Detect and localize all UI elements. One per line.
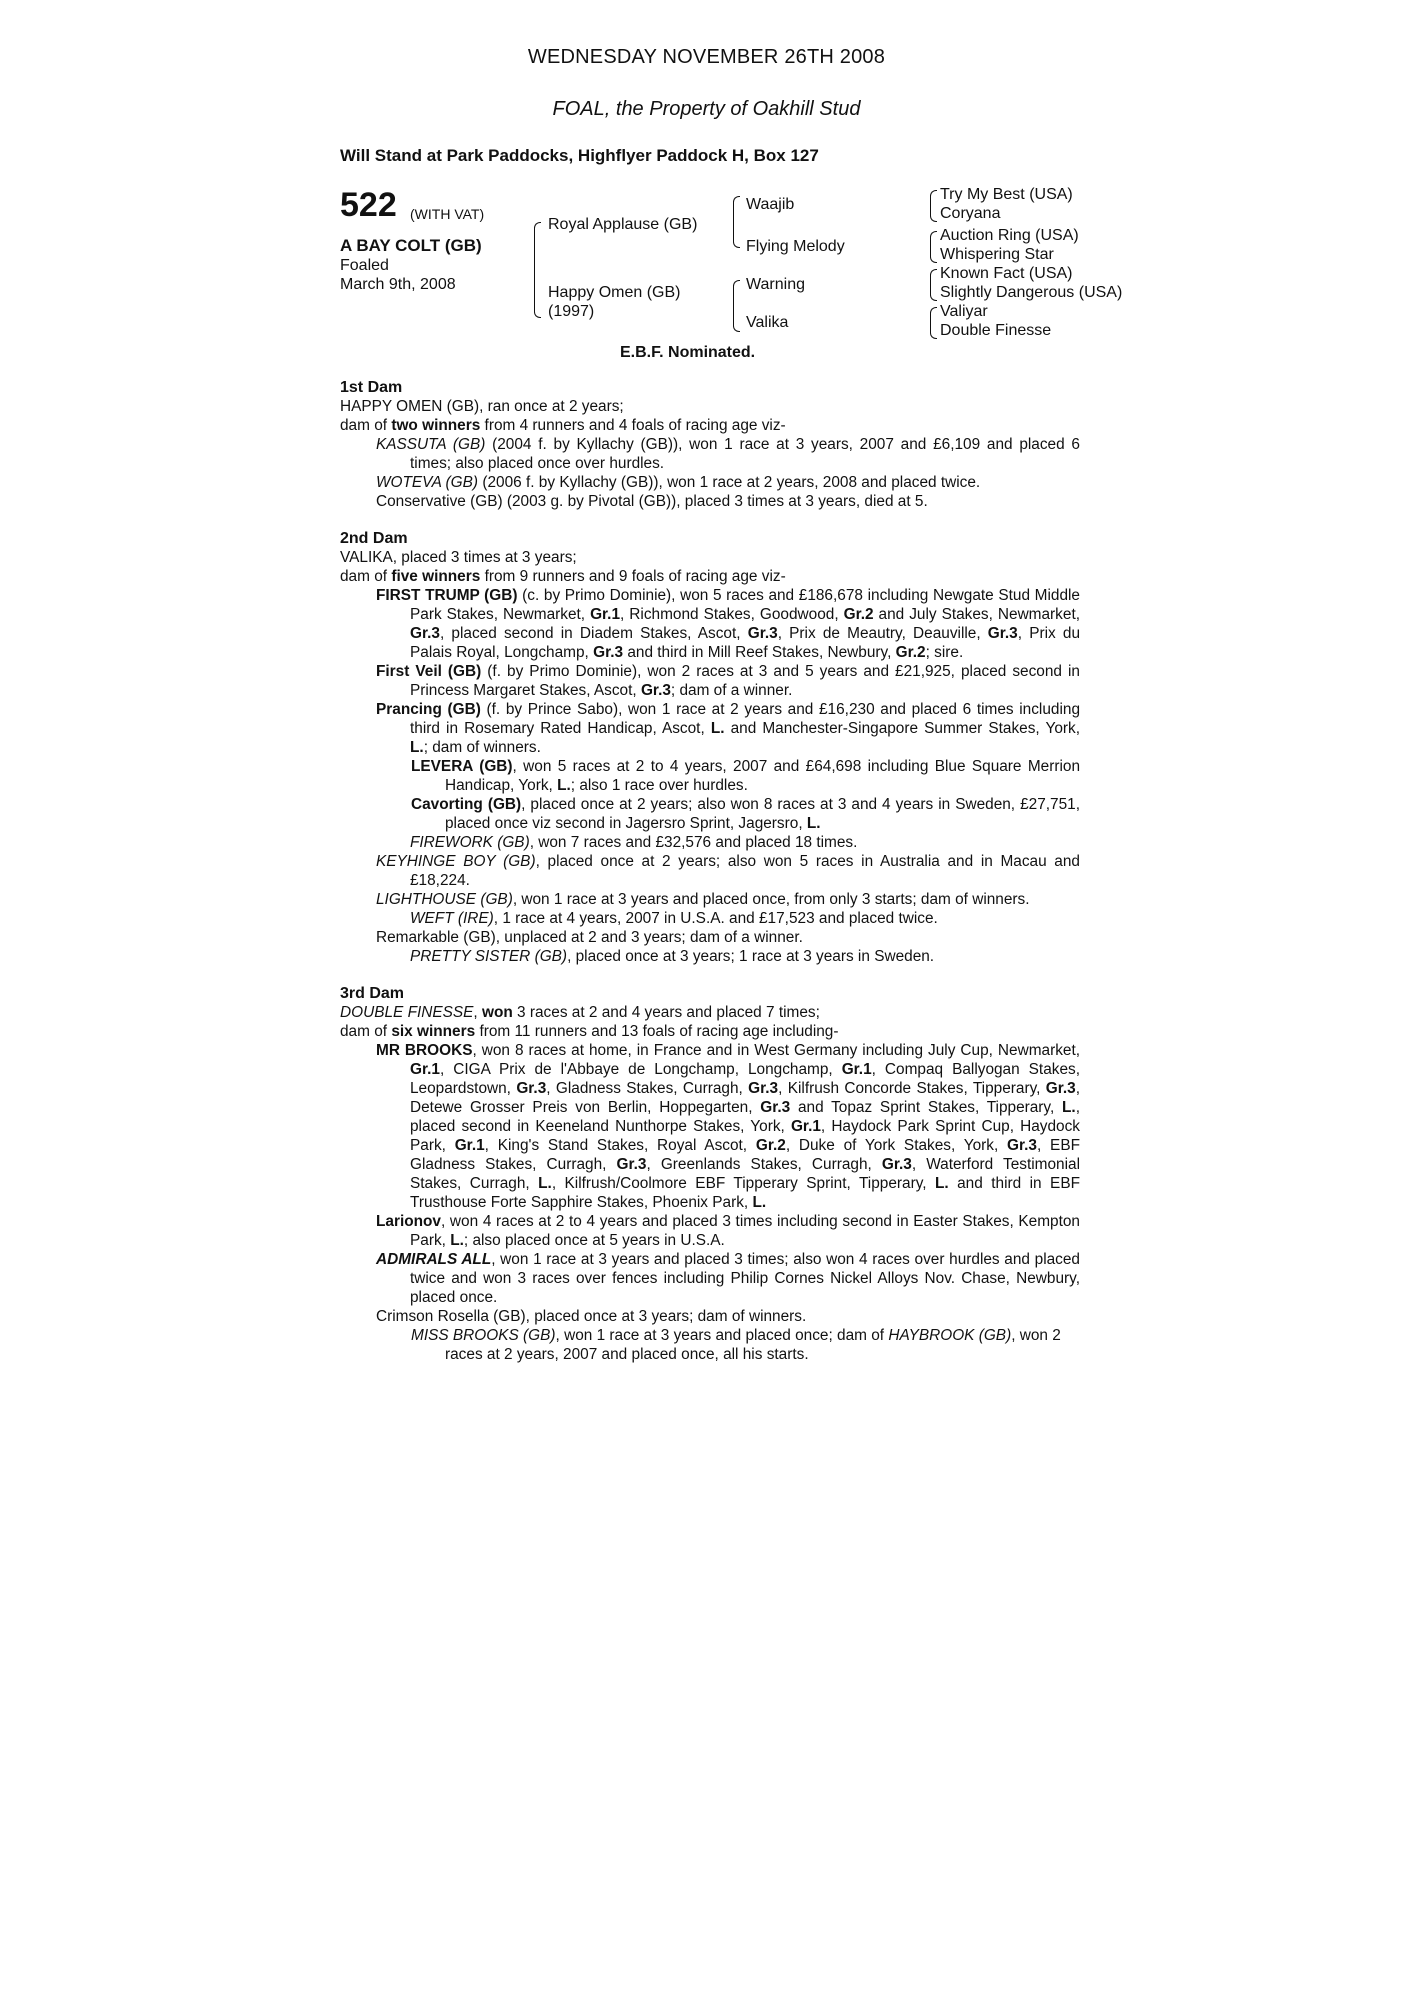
first-dam-title: 1st Dam [340, 379, 403, 396]
horse-name: FIREWORK (GB) [410, 834, 530, 851]
progeny-weft [340, 909, 1080, 928]
gen3-8: Double Finesse [940, 322, 1052, 339]
text: and Topaz Sprint Stakes, Tipperary, [790, 1099, 1063, 1116]
text: from 4 runners and 4 foals of racing age viz- [480, 417, 786, 434]
horse-name: HAYBROOK (GB) [888, 1327, 1012, 1344]
text: (2004 f. by Kyllachy (GB)), won 1 race at 3 years, 2007 and £6,109 and placed 6 times; also placed once over hurdles. [410, 436, 1080, 472]
second-dam-line2 [340, 567, 1080, 586]
grade: Gr.3 [410, 625, 440, 642]
text: , placed once at 2 years; also won 5 races in Australia and in Macau and £18,224. [410, 853, 1080, 889]
dam-records [340, 378, 1080, 1364]
text: , placed second in Keeneland Nunthorpe Stakes, York, [410, 1099, 1080, 1135]
sire-dam: Flying Melody [746, 238, 845, 255]
text: and third in EBF Trusthouse Forte Sapphire Stakes, Phoenix Park, [410, 1175, 1080, 1211]
grade: Gr.3 [747, 625, 778, 642]
pedigree-brace [733, 280, 740, 332]
text: 3 races at 2 and 4 years and placed 7 times; [512, 1004, 820, 1021]
text: and Manchester-Singapore Summer Stakes, York, [724, 720, 1081, 737]
text: , placed second in Diadem Stakes, Ascot, [439, 625, 748, 642]
text: , 1 race at 4 years, 2007 in U.S.A. and £17,523 and placed twice. [493, 910, 938, 927]
horse-name: LEVERA (GB) [411, 758, 513, 775]
pedigree-brace [930, 190, 937, 222]
text: dam of [340, 568, 392, 585]
grade: Gr.1 [841, 1061, 872, 1078]
horse-name: Prancing (GB) [376, 701, 481, 718]
grade: L. [752, 1194, 767, 1211]
grade: Gr.2 [755, 1137, 786, 1154]
text: , placed once at 3 years; 1 race at 3 years in Sweden. [567, 948, 935, 965]
text: (c. by Primo Dominie), won 5 races and £186,678 including Newgate Stud Middle Park Stakes, Newmarket, [410, 587, 1080, 623]
text: , Haydock Park Sprint Cup, Haydock Park, [410, 1118, 1080, 1154]
second-dam-line1: VALIKA, placed 3 times at 3 years; [340, 549, 577, 566]
progeny-firework [340, 833, 1080, 852]
text: , placed once at 2 years; also won 8 races at 3 and 4 years in Sweden, £27,751, placed once viz second in Jagersro Sprint, Jagersro, [445, 796, 1080, 832]
text: , Duke of York Stakes, York, [785, 1137, 1008, 1154]
text: from 9 runners and 9 foals of racing age viz- [480, 568, 786, 585]
progeny-keyhinge-boy [340, 852, 1080, 890]
horse-name: FIRST TRUMP (GB) [376, 587, 518, 604]
grade: L. [806, 815, 821, 832]
horse-name: LIGHTHOUSE (GB) [376, 891, 513, 908]
text: and third in Mill Reef Stakes, Newbury, [623, 644, 896, 661]
text: ; also 1 race over hurdles. [570, 777, 748, 794]
progeny-crimson-rosella: Crimson Rosella (GB), placed once at 3 years; dam of winners. [376, 1308, 807, 1325]
horse-name: PRETTY SISTER (GB) [410, 948, 568, 965]
progeny-kassuta [340, 435, 1080, 473]
text: , Kilfrush Concorde Stakes, Tipperary, [778, 1080, 1046, 1097]
horse-name: ADMIRALS ALL [376, 1251, 492, 1268]
grade: L. [557, 777, 571, 794]
grade: Gr.3 [1007, 1137, 1037, 1154]
vat-note: (WITH VAT) [410, 206, 485, 222]
text: , Waterford Testimonial Stakes, Curragh, [410, 1156, 1081, 1192]
grade: Gr.3 [516, 1080, 547, 1097]
progeny-larionov [340, 1212, 1080, 1250]
horse-name: KASSUTA (GB) [376, 436, 486, 453]
horse-name: MISS BROOKS (GB) [411, 1327, 556, 1344]
third-dam-line2 [340, 1022, 1080, 1041]
text: , Compaq Ballyogan Stakes, Leopardstown, [410, 1061, 1080, 1097]
text: , Richmond Stakes, Goodwood, [620, 606, 844, 623]
progeny-remarkable: Remarkable (GB), unplaced at 2 and 3 years; dam of a winner. [376, 929, 803, 946]
grade: Gr.3 [616, 1156, 647, 1173]
sale-date: WEDNESDAY NOVEMBER 26TH 2008 [527, 46, 886, 68]
gen3-1: Try My Best (USA) [940, 186, 1073, 203]
third-dam-line1 [340, 1003, 1080, 1022]
text: , Prix du Palais Royal, Longchamp, [410, 625, 1081, 661]
gen3-2: Coryana [940, 205, 1001, 222]
dam-year: (1997) [548, 303, 595, 320]
ebf-nominated: E.B.F. Nominated. [620, 344, 756, 361]
grade: Gr.1 [790, 1118, 821, 1135]
text: , won 1 race at 3 years and placed 3 times; also won 4 races over hurdles and placed twice and won 3 races over fences including Philip Cornes Nickel Alloys Nov. Chase, Newbury, placed once. [410, 1251, 1080, 1306]
winners-count: five winners [391, 568, 481, 585]
progeny-conservative: Conservative (GB) (2003 g. by Pivotal (GB)), placed 3 times at 3 years, died at 5. [376, 493, 928, 510]
progeny-first-veil [340, 662, 1080, 700]
text: ; dam of a winner. [670, 682, 793, 699]
stand-location: Will Stand at Park Paddocks, Highflyer Paddock H, Box 127 [340, 146, 819, 165]
winners-count: six winners [391, 1023, 476, 1040]
horse-name: Cavorting (GB) [411, 796, 522, 813]
progeny-miss-brooks [340, 1326, 1080, 1364]
text: , won 2 races at 2 years, 2007 and placed once, all his starts. [445, 1327, 1061, 1363]
grade: L. [1062, 1099, 1076, 1116]
gen3-4: Whispering Star [940, 246, 1054, 263]
first-dam-line2 [340, 416, 1080, 435]
progeny-levera [340, 757, 1080, 795]
third-dam-title: 3rd Dam [340, 985, 405, 1002]
horse-name: KEYHINGE BOY (GB) [376, 853, 536, 870]
text: (f. by Prince Sabo), won 1 race at 2 years and £16,230 and placed 6 times including third in Rosemary Rated Handicap, Ascot, [410, 701, 1080, 737]
text: , King's Stand Stakes, Royal Ascot, [484, 1137, 756, 1154]
text: , Detewe Grosser Preis von Berlin, Hoppegarten, [410, 1080, 1080, 1116]
text: , won 4 races at 2 to 4 years and placed 3 times including second in Easter Stakes, Kempton Park, [410, 1213, 1080, 1249]
grade: Gr.3 [593, 644, 624, 661]
progeny-first-trump [340, 586, 1080, 662]
grade: Gr.1 [454, 1137, 485, 1154]
grade: Gr.1 [590, 606, 621, 623]
grade: Gr.2 [895, 644, 926, 661]
horse-name: DOUBLE FINESSE [340, 1004, 474, 1021]
text: ; also placed once at 5 years in U.S.A. [463, 1232, 725, 1249]
horse-name: WOTEVA (GB) [376, 474, 479, 491]
grade: Gr.3 [760, 1099, 791, 1116]
text: , won 7 races and £32,576 and placed 18 times. [529, 834, 858, 851]
text: , [473, 1004, 482, 1021]
progeny-lighthouse [340, 890, 1080, 909]
text: won [481, 1004, 513, 1021]
sire-sire: Waajib [746, 196, 795, 213]
horse-name: Larionov [376, 1213, 441, 1230]
text: , EBF Gladness Stakes, Curragh, [410, 1137, 1080, 1173]
text: ; dam of winners. [423, 739, 541, 756]
grade: Gr.3 [881, 1156, 912, 1173]
pedigree-brace [733, 196, 740, 248]
grade: L. [934, 1175, 949, 1192]
progeny-admirals-all [340, 1250, 1080, 1307]
grade: L. [710, 720, 725, 737]
text: dam of [340, 1023, 392, 1040]
progeny-pretty-sister [340, 947, 1080, 966]
pedigree-brace [930, 269, 937, 301]
grade: L. [538, 1175, 552, 1192]
text: , won 1 race at 3 years and placed once; dam of [555, 1327, 889, 1344]
gen3-6: Slightly Dangerous (USA) [940, 284, 1123, 301]
horse-name: First Veil (GB) [376, 663, 482, 680]
gen3-5: Known Fact (USA) [940, 265, 1073, 282]
grade: L. [410, 739, 424, 756]
progeny-mr-brooks [340, 1041, 1080, 1212]
text: and July Stakes, Newmarket, [873, 606, 1080, 623]
horse-name: WEFT (IRE) [410, 910, 494, 927]
progeny-cavorting [340, 795, 1080, 833]
text: dam of [340, 417, 392, 434]
text: , Kilfrush/Coolmore EBF Tipperary Sprint, Tipperary, [551, 1175, 935, 1192]
progeny-prancing [340, 700, 1080, 757]
text: (f. by Primo Dominie), won 2 races at 3 and 5 years and £21,925, placed second in Princess Margaret Stakes, Ascot, [410, 663, 1080, 699]
text: , CIGA Prix de l'Abbaye de Longchamp, Longchamp, [439, 1061, 842, 1078]
second-dam-title: 2nd Dam [340, 530, 408, 547]
pedigree-brace [930, 307, 937, 339]
text: , won 1 race at 3 years and placed once, from only 3 starts; dam of winners. [512, 891, 1030, 908]
text: , won 5 races at 2 to 4 years, 2007 and £64,698 including Blue Square Merrion Handicap, York, [445, 758, 1081, 794]
dam-sire: Warning [746, 276, 805, 293]
foaled-label: Foaled [340, 257, 389, 274]
grade: Gr.2 [843, 606, 874, 623]
sire-name: Royal Applause (GB) [548, 216, 698, 233]
foaled-date: March 9th, 2008 [340, 276, 456, 293]
text: , Greenlands Stakes, Curragh, [646, 1156, 882, 1173]
dam-dam: Valika [746, 314, 789, 331]
grade: Gr.3 [640, 682, 671, 699]
text: ; sire. [925, 644, 964, 661]
gen3-7: Valiyar [940, 303, 988, 320]
dam-name: Happy Omen (GB) [548, 284, 681, 301]
first-dam-line1: HAPPY OMEN (GB), ran once at 2 years; [340, 398, 624, 415]
grade: L. [450, 1232, 464, 1249]
text: , Prix de Meautry, Deauville, [777, 625, 988, 642]
winners-count: two winners [391, 417, 481, 434]
grade: Gr.1 [410, 1061, 440, 1078]
foal-owner: FOAL, the Property of Oakhill Stud [552, 98, 861, 120]
grade: Gr.3 [1045, 1080, 1076, 1097]
grade: Gr.3 [987, 625, 1018, 642]
horse-name: MR BROOKS [376, 1042, 473, 1059]
grade: Gr.3 [748, 1080, 779, 1097]
text: , won 8 races at home, in France and in West Germany including July Cup, Newmarket, [472, 1042, 1080, 1059]
text: (2006 f. by Kyllachy (GB)), won 1 race at 2 years, 2008 and placed twice. [478, 474, 981, 491]
text: from 11 runners and 13 foals of racing age including- [475, 1023, 839, 1040]
gen3-3: Auction Ring (USA) [940, 227, 1079, 244]
pedigree-brace [534, 222, 541, 318]
lot-number: 522 [340, 186, 397, 224]
text: , Gladness Stakes, Curragh, [546, 1080, 749, 1097]
pedigree-brace [930, 231, 937, 263]
progeny-woteva [340, 473, 1080, 492]
lot-description: A BAY COLT (GB) [340, 236, 482, 255]
